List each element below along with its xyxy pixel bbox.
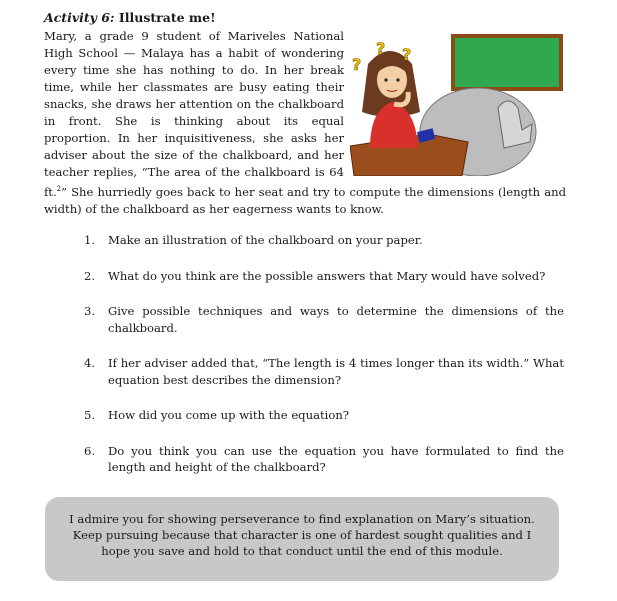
question-text: How did you come up with the equation?: [108, 408, 350, 422]
encouragement-note: [45, 497, 559, 581]
question-item: [84, 407, 564, 424]
question-mark-icon: ?: [352, 55, 362, 74]
question-mark-icon: ?: [402, 45, 412, 64]
question-item: [84, 355, 564, 388]
question-mark-icon: ?: [376, 39, 386, 58]
intro-text: Mary, a grade 9 student of Mariveles National High School — Malaya has a habit of wondering every time she has nothing to do. In her break time, while her classmates are busy eating their snacks, she draws her attention on the chalkboard in front. She is thinking about its equal proportion. In her inquisitiveness, she asks her adviser about the size of the chalkboard, and her teacher replies, “The area of the chalkboard is 64 ft.: [44, 29, 344, 199]
chalkboard-surface: [455, 38, 559, 87]
question-number: 6.: [84, 443, 96, 458]
question-item: [84, 303, 564, 336]
area-exponent: 2: [56, 185, 62, 193]
question-item: [84, 443, 564, 476]
question-number: 4.: [84, 356, 96, 370]
question-text: Give possible techniques and ways to determine the dimensions of the chalkboard.: [108, 304, 564, 335]
question-text: Make an illustration of the chalkboard on your paper.: [108, 233, 423, 247]
activity-name: Illustrate me!: [118, 10, 216, 25]
question-text: Do you think you can use the equation you have formulated to find the length and height of the chalkboard?: [108, 443, 564, 474]
question-item: [84, 232, 564, 249]
note-text: I admire you for showing perseverance to find explanation on Mary’s situation. Keep pursuing because that character is one of hardest sought qualities and I hope you save and hold to that conduct until the end of this module.: [69, 512, 535, 558]
activity-label: Activity 6:: [44, 10, 115, 25]
mary-illustration: [350, 30, 566, 176]
question-number: 5.: [84, 408, 96, 422]
question-text: If her adviser added that, “The length is 4 times longer than its width.” What equation best describes the dimension?: [108, 356, 564, 387]
intro-text-rest: ” She hurriedly goes back to her seat and try to compute the dimensions (length and width) of the chalkboard as her eagerness wants to know.: [44, 184, 566, 216]
question-number: 1.: [84, 233, 96, 247]
question-item: [84, 268, 564, 285]
question-number: 3.: [84, 304, 96, 318]
intro-paragraph: [44, 28, 566, 218]
question-text: What do you think are the possible answers that Mary would have solved?: [108, 268, 546, 283]
question-list: [84, 232, 564, 476]
question-number: 2.: [84, 268, 96, 283]
activity-title: [44, 10, 216, 25]
